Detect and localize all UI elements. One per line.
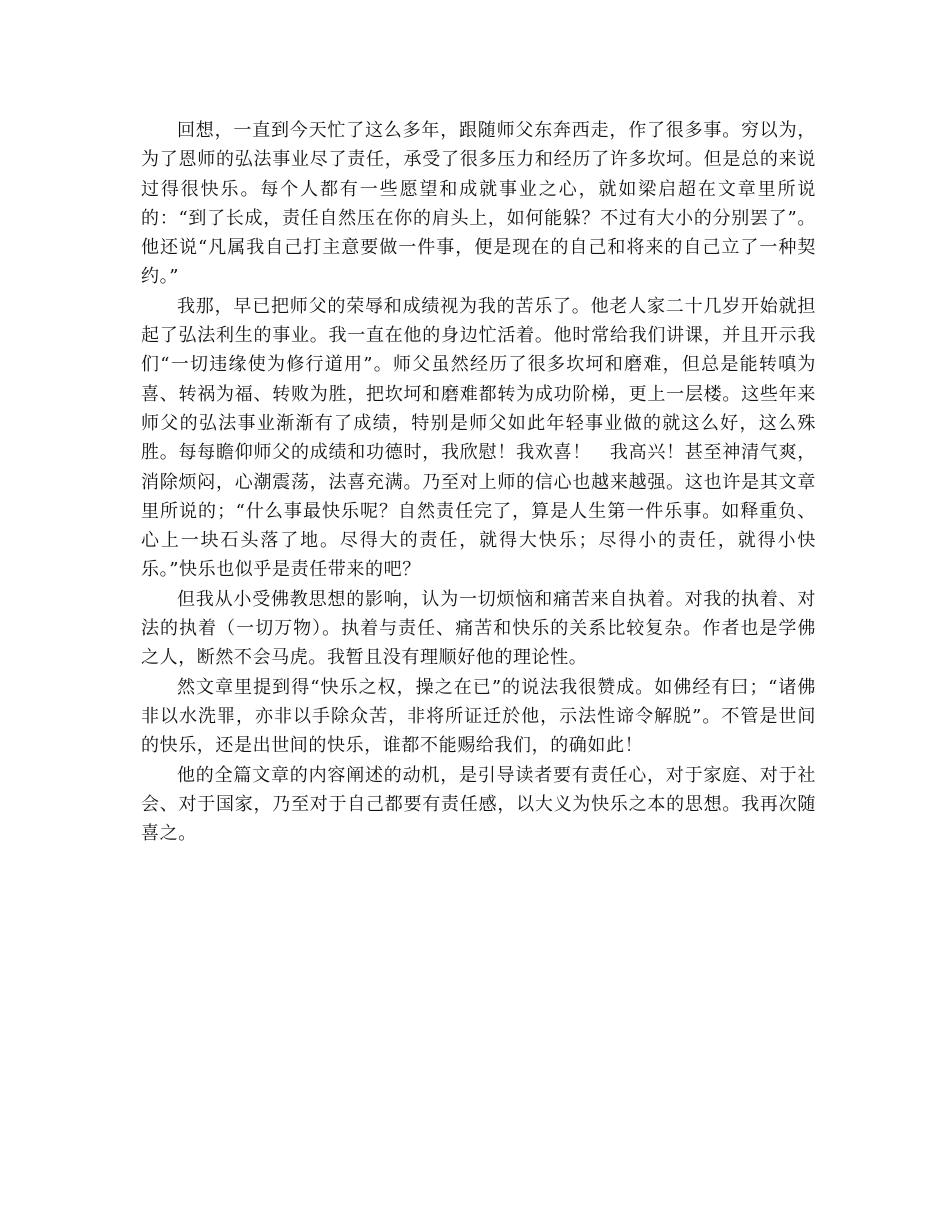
paragraph-5: 他的全篇文章的内容阐述的动机，是引导读者要有责任心，对于家庭、对于社会、对于国家，乃至对于自己都要有责任感，以大义为快乐之本的思想。我再次随喜之。 <box>141 764 816 845</box>
document-body <box>141 116 816 848</box>
paragraph-1: 回想，一直到今天忙了这么多年，跟随师父东奔西走，作了很多事。穷以为，为了恩师的弘法事业尽了责任，承受了很多压力和经历了许多坎坷。但是总的来说过得很快乐。每个人都有一些愿望和成就事业之心，就如梁启超在文章里所说的：“到了长成，责任自然压在你的肩头上，如何能躲？不过有大小的分别罢了”。他还说“凡属我自己打主意要做一件事，便是现在的自己和将来的自己立了一种契约。” <box>141 120 816 288</box>
paragraph-4: 然文章里提到得“快乐之权，操之在已”的说法我很赞成。如佛经有曰；“诸佛非以水洗罪，亦非以手除众苦，非将所证迁於他，示法性谛令解脱”。不管是世间的快乐，还是出世间的快乐，谁都不能赐给我们，的确如此！ <box>141 676 816 757</box>
paragraph-3: 但我从小受佛教思想的影响，认为一切烦恼和痛苦来自执着。对我的执着、对法的执着（一切万物）。执着与责任、痛苦和快乐的关系比较复杂。作者也是学佛之人，断然不会马虎。我暂且没有理顺好他的理论性。 <box>141 588 816 669</box>
paragraph-2: 我那，早已把师父的荣辱和成绩视为我的苦乐了。他老人家二十几岁开始就担起了弘法利生的事业。我一直在他的身边忙活着。他时常给我们讲课，并且开示我们“一切违缘使为修行道用”。师父虽然经历了很多坎坷和磨难，但总是能转嗔为喜、转祸为福、转败为胜，把坎坷和磨难都转为成功阶梯，更上一层楼。这些年来师父的弘法事业渐渐有了成绩，特别是师父如此年轻事业做的就这么好，这么殊胜。每每瞻仰师父的成绩和功德时，我欣慰！我欢喜！ 我高兴！甚至神清气爽，消除烦闷，心潮震荡，法喜充满。乃至对上师的信心也越来越强。这也许是其文章里所说的；“什么事最快乐呢？自然责任完了，算是人生第一件乐事。如释重负、心上一块石头落了地。尽得大的责任，就得大快乐；尽得小的责任，就得小快乐。”快乐也似乎是责任带来的吧？ <box>141 295 816 581</box>
